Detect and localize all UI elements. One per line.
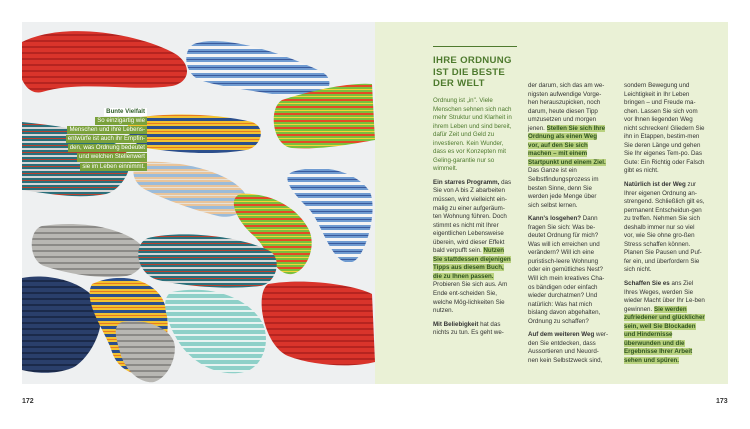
photo-caption	[55, 108, 147, 171]
heading-line: IHRE ORDNUNG	[433, 55, 512, 66]
paragraph-text: das Sie von A bis Z abarbeiten müssen, wird vielleicht ein-malig zu einer aufgeräum-ten Wohnung führen. Doch stimmt es nicht mit Ihrer eigentlichen Lebensweise überein, wird dieser Effekt bald verpufft sein.	[433, 178, 512, 255]
article-heading	[433, 55, 523, 90]
heading-line: DER WELT	[433, 78, 485, 90]
paragraph: sondern Bewegung und Leichtigkeit in Ihr Leben bringen – und Freude ma-chen. Lassen Sie sich vom vor Ihnen liegenden Weg nicht schrecken! Gliedern Sie ihn in Etappen, bestim-men Sie deren Länge und gehen Sie Ihr eigenes Tem-po. Das Gute: Ein Richtig oder Falsch gibt es nicht.	[624, 82, 705, 175]
paragraph-text: wer-den Sie entdecken, dass Aussortieren und Neuord-nen kein Selbstzweck sind,	[528, 331, 608, 364]
paragraph-text: zur Ihrer eigenen Ordnung an-strengend. Schließlich gilt es, permanent Entscheidun-gen zu treffen. Nehmen Sie sich deshalb immer nur so viel vor, wie Sie ohne gro-ßen Stress schaffen können. Planen Sie Pausen und Puf-fer ein, und überfordern Sie sich nicht.	[624, 181, 705, 274]
caption-title: Bunte Vielfalt	[106, 108, 145, 115]
paragraph	[624, 280, 706, 365]
paragraph-text: der darum, sich das am we-nigsten aufwendige Vorge-hen herauszupicken, noch darum, heute diesen Tipp umzusetzen und morgen jenen.	[528, 82, 605, 132]
heading-line: IST DIE BESTE	[433, 66, 506, 78]
caption-line: So einzigartig wie	[97, 117, 145, 125]
caption-line: entwürfe ist auch ihr Empfin-	[67, 135, 145, 143]
paragraph-text: Probieren Sie sich aus. Am Ende ent-scheiden Sie, welche Mög-lichkeiten Sie nutzen.	[433, 281, 508, 315]
paragraph-lead: Auf dem weiteren Weg	[528, 331, 595, 339]
intro-paragraph: Ordnung ist „in". Viele Menschen sehnen sich nach mehr Struktur und Klarheit in ihrem Leben und sind bereit, dafür Zeit und Geld zu investieren. Kein Wunder, dass es vor Konzepten mit Geling-garantie nur so wimmelt.	[433, 97, 512, 173]
page-number-right: 173	[716, 398, 728, 405]
text-column-3	[624, 82, 706, 371]
paragraph	[528, 215, 608, 326]
highlighted-text: Sie werden zufriedener und glücklicher sein, weil Sie Blockaden und Hindernisse überwunden und die Ergebnisse Ihrer Arbeit sehen und spüren.	[624, 305, 705, 364]
heading-rule	[433, 46, 517, 47]
paragraph	[433, 321, 513, 338]
paragraph-text: Dann fragen Sie sich: Was be-deutet Ordnung für mich? Was will ich erreichen und verändern? Will ich eine puristisch-leere Wohnung oder ein gemütliches Nest? Will ich mein kreatives Cha-os bändigen oder einfach wieder durchatmen? Und natürlich: Was hat mich bislang davon abgehalten, Ordnung zu schaffen?	[528, 215, 605, 325]
caption-line: und welchen Stellenwert	[78, 153, 145, 161]
paragraph-lead: Natürlich ist der Weg	[624, 181, 686, 189]
paragraph-text: ans Ziel Ihres Weges, werden Sie wieder Macht über Ihr Le-ben gewinnen.	[624, 280, 705, 313]
caption-line: Menschen und ihre Lebens-	[69, 126, 145, 134]
caption-line: sie im Leben einnimmt.	[82, 162, 145, 170]
socks-photo	[22, 22, 375, 384]
paragraph-text: hat das nichts zu tun. Es geht we-	[433, 320, 504, 337]
paragraph	[624, 181, 706, 275]
paragraph	[528, 82, 608, 210]
paragraph-lead: Schaffen Sie es	[624, 280, 670, 288]
highlighted-text: Stellen Sie sich Ihre Ordnung als einen Weg vor, auf den Sie sich machen – mit einem Startpunkt und einem Ziel.	[528, 124, 606, 166]
paragraph-lead: Kann's losgehen?	[528, 215, 582, 223]
paragraph-text: Das Ganze ist ein Selbstfindungsprozess im besten Sinne, denn Sie werden jede Menge über sich selbst lernen.	[528, 167, 599, 209]
paragraph-lead: Mit Beliebigkeit	[433, 320, 479, 328]
paragraph	[528, 331, 608, 365]
socks-illustration	[22, 22, 375, 384]
caption-line: den, was Ordnung bedeutet	[69, 144, 145, 152]
page-number-left: 172	[22, 398, 34, 405]
paragraph-lead: Ein starres Programm,	[433, 178, 500, 186]
highlighted-text: Nutzen Sie stattdessen diejenigen Tipps aus diesem Buch, die zu Ihnen passen.	[433, 247, 511, 280]
text-column-2	[528, 82, 608, 371]
paragraph	[433, 179, 513, 316]
text-column-1	[433, 97, 513, 343]
